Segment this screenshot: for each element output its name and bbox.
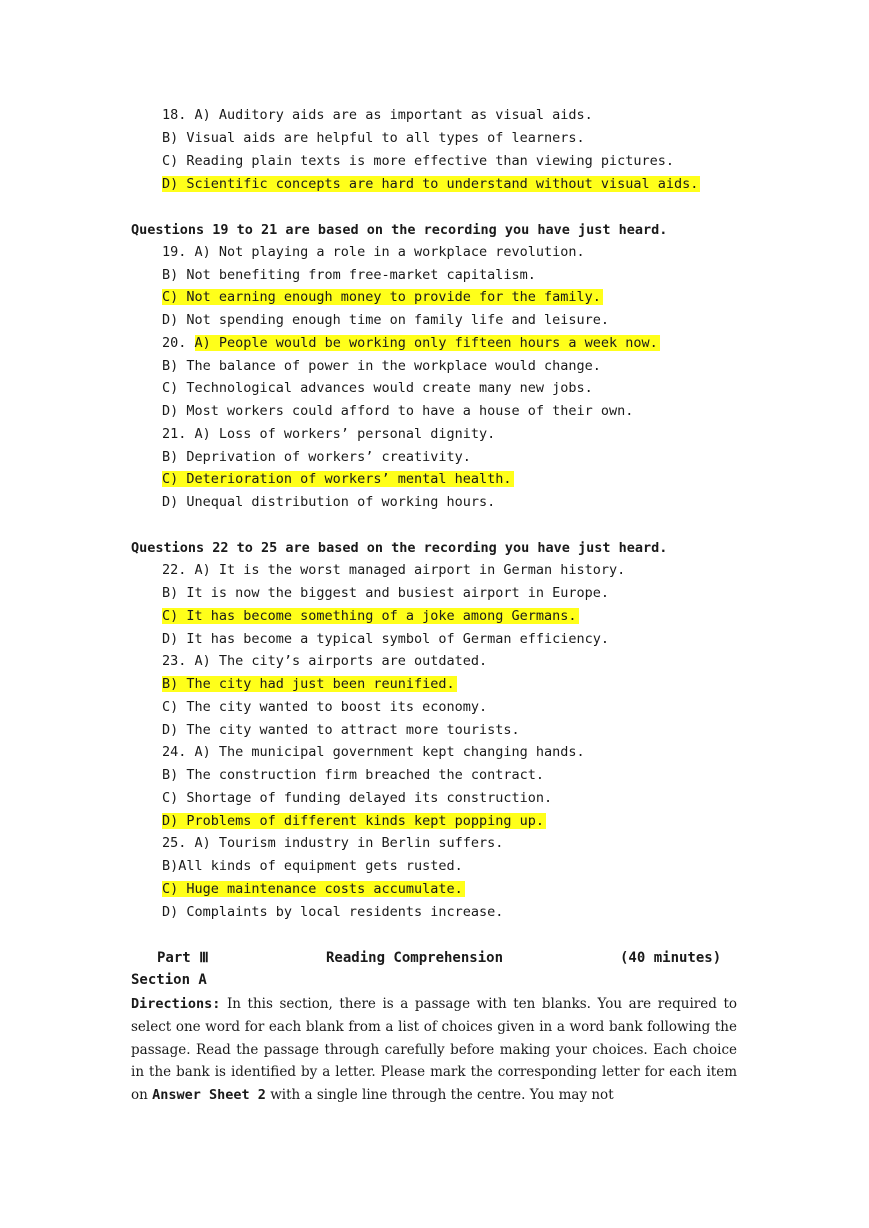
q18-option-b: B) Visual aids are helpful to all types of learners. [162, 130, 585, 146]
q18-option-d-highlight: D) Scientific concepts are hard to understand without visual aids. [162, 176, 699, 192]
section-title: Section A [131, 972, 207, 988]
q22-option-a: 22. A) It is the worst managed airport in German history. [162, 562, 626, 578]
q23-option-a: 23. A) The city’s airports are outdated. [162, 653, 488, 669]
part-time: (40 minutes) [620, 950, 722, 966]
q21-option-c [162, 470, 514, 489]
q19-option-d: D) Not spending enough time on family life and leisure. [162, 312, 610, 328]
part-number: Part Ⅲ [157, 950, 209, 966]
q20-option-a-highlight: A) People would be working only fifteen hours a week now. [194, 335, 658, 351]
q23-option-d: D) The city wanted to attract more tourists. [162, 722, 520, 738]
answer-sheet-label: Answer Sheet 2 [152, 1087, 266, 1103]
directions-text-1: In this section, there is a passage with ten blanks. You are required to select one word for each blank from a list of choices given in a word bank following the passage. Read the passage through carefully before making your choices. Each choice in the bank is identified by a letter. Please mark the corresponding letter for each item on [131, 996, 737, 1103]
q23-option-b-highlight: B) The city had just been reunified. [162, 676, 455, 692]
q25-option-b: B)All kinds of equipment gets rusted. [162, 858, 463, 874]
q19-option-a: 19. A) Not playing a role in a workplace revolution. [162, 244, 585, 260]
q20-number: 20. [162, 335, 187, 351]
q24-option-c: C) Shortage of funding delayed its construction. [162, 790, 553, 806]
q22-option-d: D) It has become a typical symbol of German efficiency. [162, 631, 610, 647]
q23-option-b [162, 675, 457, 694]
part-header [157, 948, 722, 968]
part-title: Reading Comprehension [326, 950, 504, 966]
q22-option-c-highlight: C) It has become something of a joke among Germans. [162, 608, 577, 624]
q21-option-d: D) Unequal distribution of working hours. [162, 494, 496, 510]
q25-option-a: 25. A) Tourism industry in Berlin suffers. [162, 835, 504, 851]
group-heading-19-21: Questions 19 to 21 are based on the recording you have just heard. [131, 222, 668, 238]
q21-option-a: 21. A) Loss of workers’ personal dignity. [162, 426, 496, 442]
q18-option-d [162, 175, 700, 194]
q25-option-d: D) Complaints by local residents increase. [162, 904, 504, 920]
q18-option-c: C) Reading plain texts is more effective than viewing pictures. [162, 153, 675, 169]
q24-option-d-highlight: D) Problems of different kinds kept popping up. [162, 813, 545, 829]
q20-option-d: D) Most workers could afford to have a house of their own. [162, 403, 634, 419]
q21-option-b: B) Deprivation of workers’ creativity. [162, 449, 471, 465]
q19-option-c [162, 288, 603, 307]
q23-option-c: C) The city wanted to boost its economy. [162, 699, 488, 715]
q25-option-c-highlight: C) Huge maintenance costs accumulate. [162, 881, 463, 897]
q19-option-b: B) Not benefiting from free-market capitalism. [162, 267, 536, 283]
q19-option-c-highlight: C) Not earning enough money to provide for the family. [162, 289, 601, 305]
q20-option-b: B) The balance of power in the workplace would change. [162, 358, 601, 374]
q20-option-c: C) Technological advances would create many new jobs. [162, 380, 593, 396]
q22-option-c [162, 607, 579, 626]
q22-option-b: B) It is now the biggest and busiest airport in Europe. [162, 585, 610, 601]
q24-option-d [162, 812, 546, 831]
q25-option-c [162, 880, 465, 899]
group-heading-22-25: Questions 22 to 25 are based on the recording you have just heard. [131, 540, 668, 556]
directions-text-2: with a single line through the centre. You may not [265, 1087, 614, 1103]
directions-label: Directions: [131, 996, 221, 1012]
q24-option-a: 24. A) The municipal government kept changing hands. [162, 744, 585, 760]
q21-option-c-highlight: C) Deterioration of workers’ mental health. [162, 471, 512, 487]
q24-option-b: B) The construction firm breached the contract. [162, 767, 545, 783]
q20-option-a [162, 334, 660, 353]
directions-paragraph [131, 993, 737, 1107]
q18-option-a: 18. A) Auditory aids are as important as visual aids. [162, 107, 593, 123]
